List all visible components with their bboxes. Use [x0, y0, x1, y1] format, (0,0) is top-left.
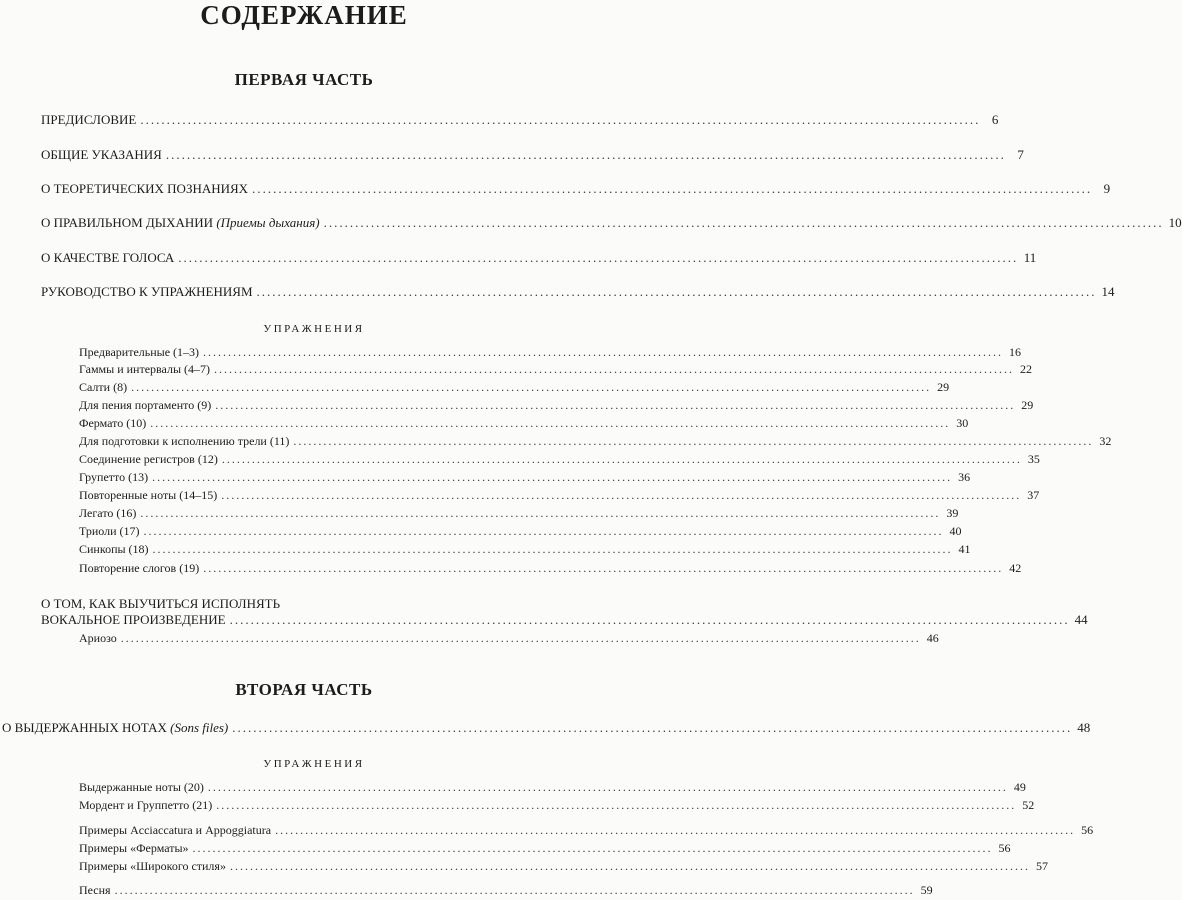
toc-entry-label	[2, 720, 228, 736]
toc-entry-label-main: О ВЫДЕРЖАННЫХ НОТАХ	[2, 720, 171, 735]
dot-leader: ................................................................................................................................................................	[114, 883, 915, 897]
dot-leader: ................................................................................................................................................................	[215, 398, 1016, 412]
page-title: СОДЕРЖАНИЕ	[200, 0, 408, 30]
exercise-entry	[79, 798, 1035, 813]
exercise-label: Мордент и Группетто (21)	[79, 798, 213, 812]
toc-entry-label-line1: О ТОМ, КАК ВЫУЧИТЬСЯ ИСПОЛНЯТЬ	[41, 596, 281, 611]
exercise-label: Групетто (13)	[79, 470, 149, 484]
dot-leader: ................................................................................................................................................................	[256, 284, 1097, 299]
dot-leader: ................................................................................................................................................................	[221, 452, 1022, 466]
dot-leader: ................................................................................................................................................................	[152, 542, 953, 556]
dot-leader: ................................................................................................................................................................	[178, 250, 1019, 265]
dot-leader: ................................................................................................................................................................	[203, 561, 1004, 575]
exercise-label: Салти (8)	[79, 380, 128, 394]
exercise-label: Повторенные ноты (14–15)	[79, 488, 218, 502]
exercise-page: 39	[946, 506, 959, 520]
toc-entry-page: 44	[1074, 612, 1088, 627]
exercise-page: 46	[926, 631, 939, 645]
exercise-entry	[79, 434, 1112, 449]
exercise-label: Для подготовки к исполнению трели (11)	[79, 434, 290, 448]
example-entry	[79, 859, 1048, 874]
exercise-page: 29	[937, 380, 950, 394]
exercise-page: 35	[1027, 452, 1040, 466]
example-label: Примеры «Ферматы»	[79, 841, 189, 855]
toc-entry-label: О ТЕОРЕТИЧЕСКИХ ПОЗНАНИЯХ	[41, 181, 249, 196]
exercise-page: 49	[1013, 780, 1026, 794]
exercise-page: 52	[1022, 798, 1035, 812]
exercise-page: 30	[956, 416, 969, 430]
dot-leader: ................................................................................................................................................................	[140, 112, 981, 127]
dot-leader: ................................................................................................................................................................	[152, 470, 953, 484]
exercise-entry	[79, 470, 971, 485]
exercise-entry	[79, 416, 969, 431]
example-entry	[79, 841, 1011, 856]
toc-entry-label: ПРЕДИСЛОВИЕ	[41, 112, 137, 127]
toc-entry	[2, 720, 1091, 736]
toc-entry-label: О КАЧЕСТВЕ ГОЛОСА	[41, 250, 175, 265]
exercise-page: 40	[949, 524, 962, 538]
exercise-entry	[79, 780, 1026, 795]
exercise-page: 16	[1009, 345, 1022, 359]
dot-leader: ................................................................................................................................................................	[165, 147, 1006, 162]
example-page: 56	[998, 841, 1011, 855]
exercise-entry	[79, 398, 1034, 413]
exercise-label: Повторение слогов (19)	[79, 561, 200, 575]
part-one-title: ПЕРВАЯ ЧАСТЬ	[234, 70, 374, 89]
toc-entry-label: РУКОВОДСТВО К УПРАЖНЕНИЯМ	[41, 284, 253, 299]
toc-entry-label: ОБЩИЕ УКАЗАНИЯ	[41, 147, 162, 162]
dot-leader: ................................................................................................................................................................	[229, 612, 1070, 627]
exercise-page: 42	[1009, 561, 1022, 575]
exercise-page: 29	[1021, 398, 1034, 412]
dot-leader: ................................................................................................................................................................	[131, 380, 932, 394]
dot-leader: ................................................................................................................................................................	[143, 524, 944, 538]
dot-leader: ................................................................................................................................................................	[192, 841, 993, 855]
dot-leader: ................................................................................................................................................................	[120, 631, 921, 645]
exercise-page: 41	[958, 542, 971, 556]
exercise-label: Выдержанные ноты (20)	[79, 780, 204, 794]
example-label: Примеры Acciaccatura и Appoggiatura	[79, 823, 272, 837]
exercises-heading: УПРАЖНЕНИЯ	[263, 323, 365, 335]
exercise-label: Легато (16)	[79, 506, 137, 520]
dot-leader: ................................................................................................................................................................	[203, 345, 1004, 359]
toc-entry-page: 6	[991, 112, 999, 127]
dot-leader: ................................................................................................................................................................	[252, 181, 1093, 196]
exercise-entry	[79, 488, 1040, 503]
exercise-page: 37	[1027, 488, 1040, 502]
dot-leader: ................................................................................................................................................................	[221, 488, 1022, 502]
exercise-page: 22	[1020, 362, 1033, 376]
exercise-label: Предварительные (1–3)	[79, 345, 200, 359]
dot-leader: ................................................................................................................................................................	[229, 859, 1030, 873]
song-entry	[79, 883, 933, 898]
exercise-page: 36	[958, 470, 971, 484]
toc-entry	[41, 250, 1037, 266]
toc-entry	[41, 181, 1111, 197]
exercise-entry	[79, 561, 1022, 576]
dot-leader: ................................................................................................................................................................	[216, 798, 1017, 812]
example-label: Примеры «Широкого стиля»	[79, 859, 226, 873]
exercise-label: Триоли (17)	[79, 524, 140, 538]
exercise-label: Соединение регистров (12)	[79, 452, 218, 466]
toc-entry-label: ВОКАЛЬНОЕ ПРОИЗВЕДЕНИЕ	[41, 612, 226, 627]
toc-entry-label-main: О ПРАВИЛЬНОМ ДЫХАНИИ	[41, 215, 217, 230]
toc-entry-note: (Sons files)	[170, 720, 229, 735]
toc-entry-page: 7	[1017, 147, 1024, 162]
example-page: 57	[1035, 859, 1048, 873]
toc-entry-page: 14	[1101, 284, 1115, 299]
toc-entry-page: 48	[1077, 720, 1091, 735]
dot-leader: ................................................................................................................................................................	[323, 215, 1164, 230]
exercise-entry	[79, 542, 971, 557]
exercise-entry	[79, 506, 959, 521]
dot-leader: ................................................................................................................................................................	[140, 506, 941, 520]
exercise-entry	[79, 362, 1033, 377]
exercise-entry	[79, 631, 939, 646]
exercise-entry	[79, 524, 962, 539]
part-two-title: ВТОРАЯ ЧАСТЬ	[235, 680, 373, 699]
exercise-label: Синкопы (18)	[79, 542, 149, 556]
dot-leader: ................................................................................................................................................................	[232, 720, 1073, 735]
dot-leader: ................................................................................................................................................................	[293, 434, 1094, 448]
toc-entry	[41, 284, 1115, 300]
exercises-heading: УПРАЖНЕНИЯ	[263, 758, 365, 770]
dot-leader: ................................................................................................................................................................	[150, 416, 951, 430]
toc-entry	[41, 112, 999, 128]
toc-entry	[41, 215, 1182, 231]
toc-entry	[41, 612, 1088, 628]
toc-entry-label	[41, 215, 320, 231]
example-entry	[79, 823, 1094, 838]
dot-leader: ................................................................................................................................................................	[275, 823, 1076, 837]
song-page: 59	[920, 883, 933, 897]
exercise-label: Фермато (10)	[79, 416, 147, 430]
toc-entry-page: 11	[1023, 250, 1037, 265]
exercise-label: Для пения портаменто (9)	[79, 398, 212, 412]
song-label: Песня	[79, 883, 111, 897]
dot-leader: ................................................................................................................................................................	[214, 362, 1015, 376]
toc-entry-note: (Приемы дыхания)	[216, 215, 320, 230]
exercise-label: Гаммы и интервалы (4–7)	[79, 362, 211, 376]
exercise-page: 32	[1099, 434, 1112, 448]
exercise-entry	[79, 380, 950, 395]
exercise-entry	[79, 452, 1040, 467]
exercise-entry	[79, 345, 1022, 360]
dot-leader: ................................................................................................................................................................	[207, 780, 1008, 794]
exercise-label: Ариозо	[79, 631, 117, 645]
example-page: 56	[1081, 823, 1094, 837]
toc-entry-page: 9	[1103, 181, 1111, 196]
toc-entry-page: 10	[1168, 215, 1182, 230]
toc-entry	[41, 147, 1024, 163]
